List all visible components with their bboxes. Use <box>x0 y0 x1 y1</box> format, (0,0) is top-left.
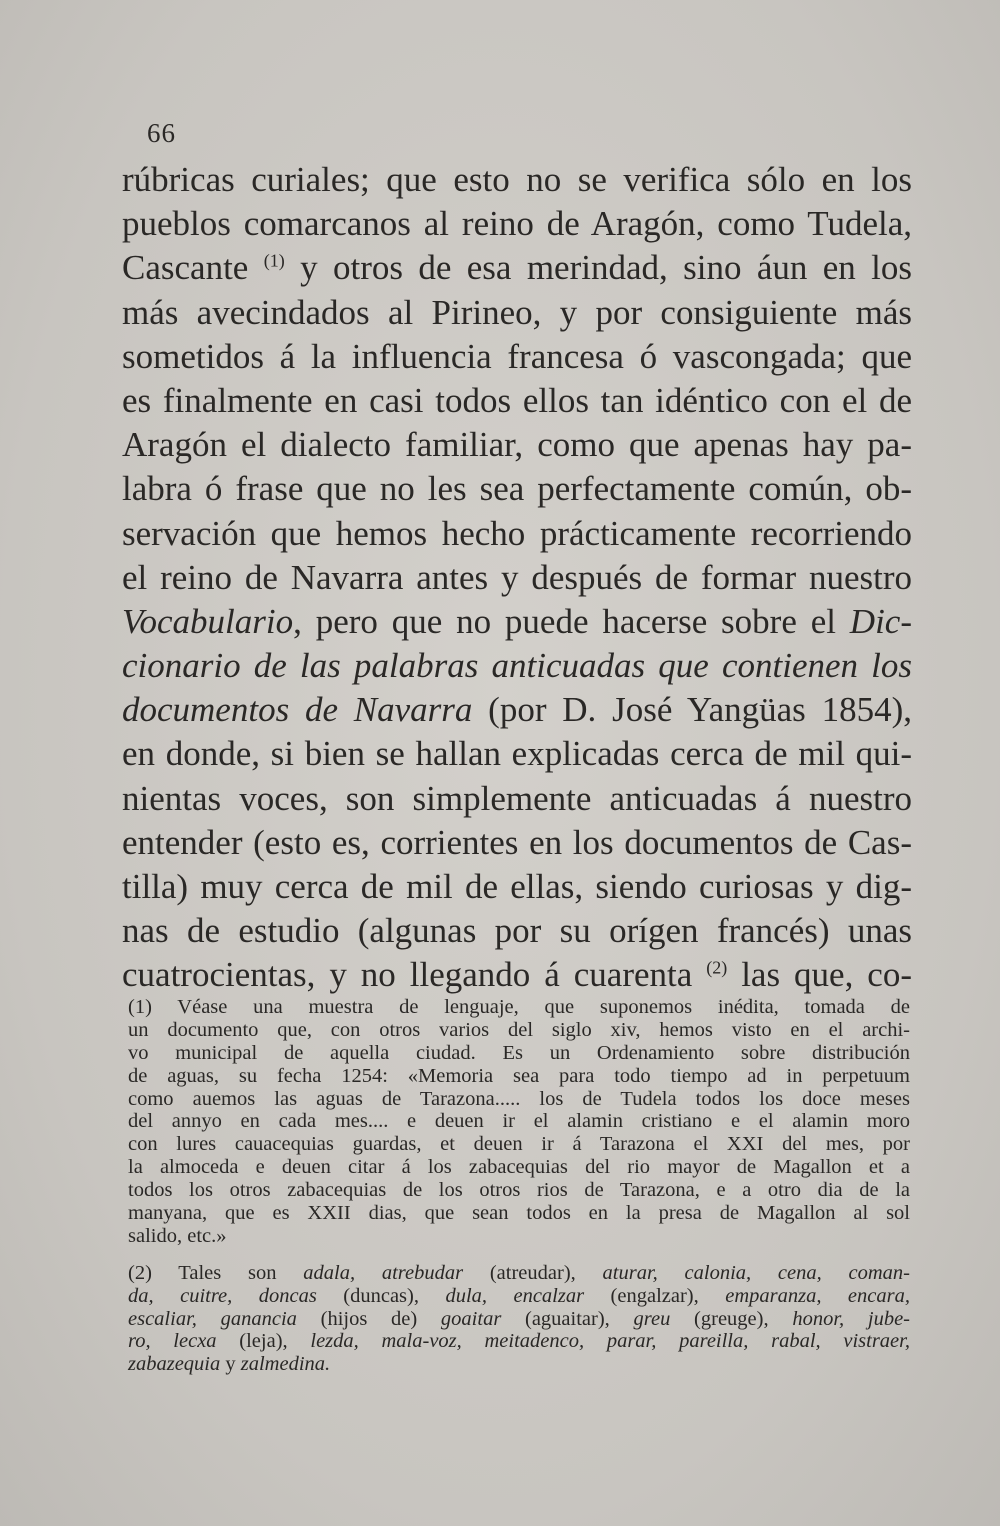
text-segment: con lures cauacequias guardas, et deuen ir á Tarazona el XXI del mes, por <box>128 1133 910 1156</box>
text-segment: pueblos comarcanos al reino de Aragón, como Tudela, <box>122 204 912 244</box>
text-segment: (atreudar), <box>463 1261 603 1284</box>
footnote-line <box>128 1330 910 1353</box>
footnote-line <box>128 1202 910 1225</box>
text-segment: (greuge), <box>670 1307 793 1330</box>
italic-text: lezda, mala-voz, meitadenco, parar, pareilla, rabal, vistraer, <box>310 1330 910 1353</box>
footnote-line <box>128 1065 910 1088</box>
text-line <box>122 600 912 644</box>
text-line <box>122 246 912 290</box>
text-segment: (2) Tales son <box>128 1261 304 1284</box>
main-text <box>122 158 912 998</box>
footnote-line <box>128 996 910 1019</box>
text-line <box>122 379 912 423</box>
text-segment: servación que hemos hecho prácticamente recorriendo <box>122 513 912 553</box>
italic-text: da, cuitre, doncas <box>128 1284 317 1307</box>
text-segment: el reino de Navarra antes y después de formar nuestro <box>122 557 912 597</box>
footnote-line <box>128 1088 910 1111</box>
text-segment: (duncas), <box>316 1284 446 1307</box>
italic-text: zabazequia <box>128 1353 221 1376</box>
text-segment: sometidos á la influencia francesa ó vascongada; que <box>122 336 912 376</box>
footnote-line <box>128 1019 910 1042</box>
footnote-line <box>128 1042 910 1065</box>
text-line <box>122 556 912 600</box>
footnote-line <box>128 1133 910 1156</box>
italic-text: ro, lecxa <box>128 1330 217 1353</box>
footnote-line <box>128 1179 910 1202</box>
text-segment: (1) Véase una muestra de lenguaje, que suponemos inédita, tomada de <box>128 996 910 1018</box>
text-line <box>122 688 912 732</box>
footnote-line <box>128 1308 910 1331</box>
italic-text: emparanza, encara, <box>725 1284 910 1307</box>
text-segment: manyana, que es XXII dias, que sean todos en la presa de Magallon al sol <box>128 1202 910 1225</box>
text-segment: más avecindados al Pirineo, y por consiguiente más <box>122 292 912 332</box>
italic-text: Vocabulario <box>122 601 294 641</box>
italic-text: greu <box>633 1307 671 1330</box>
text-segment: Cascante <box>122 248 264 288</box>
text-segment: (engalzar), <box>584 1284 726 1307</box>
text-segment: labra ó frase que no les sea perfectamente común, ob- <box>122 469 912 509</box>
footnote-line <box>128 1262 910 1285</box>
footnote-line <box>128 1225 910 1248</box>
footnote-line <box>128 1353 910 1376</box>
text-segment: (por D. José Yangüas 1854), <box>472 690 912 730</box>
text-segment: como auemos las aguas de Tarazona..... los de Tudela todos los doce meses <box>128 1087 910 1110</box>
footnote-1 <box>128 996 910 1248</box>
italic-text: dula, encalzar <box>445 1284 585 1307</box>
italic-text: Dic- <box>849 601 912 641</box>
footnote-line <box>128 1156 910 1179</box>
text-segment: nas de estudio (algunas por su orígen francés) unas <box>122 911 912 951</box>
italic-text: aturar, calonia, cena, coman- <box>602 1261 910 1284</box>
text-segment: (hijos de) <box>296 1307 441 1330</box>
text-segment: es finalmente en casi todos ellos tan idéntico con el de <box>122 380 912 420</box>
text-segment: nientas voces, son simplemente anticuadas á nuestro <box>122 778 912 818</box>
text-line <box>122 732 912 776</box>
footnote-line <box>128 1110 910 1133</box>
text-segment: las que, co- <box>727 955 912 995</box>
text-segment: salido, etc.» <box>128 1224 227 1247</box>
text-line <box>122 467 912 511</box>
page-number: 66 <box>147 118 176 148</box>
italic-text: escaliar, ganancia <box>128 1307 297 1330</box>
text-line <box>122 865 912 909</box>
footnote-line <box>128 1285 910 1308</box>
italic-text: adala, atrebudar <box>303 1261 464 1284</box>
footnote-gap <box>128 1248 910 1262</box>
footnote-reference: (2) <box>706 957 728 978</box>
text-line <box>122 777 912 821</box>
text-line <box>122 423 912 467</box>
text-segment: y otros de esa merindad, sino áun en los <box>284 248 913 288</box>
italic-text: documentos de Navarra <box>122 690 473 730</box>
text-segment: tilla) muy cerca de mil de ellas, siendo curiosas y dig- <box>122 867 912 906</box>
text-segment: de aguas, su fecha 1254: «Memoria sea para todo tiempo ad in perpetuum <box>128 1064 910 1087</box>
text-segment: un documento que, con otros varios del siglo xiv, hemos visto en el archi- <box>128 1018 910 1041</box>
text-line <box>122 335 912 379</box>
text-line <box>122 821 912 865</box>
text-line <box>122 512 912 556</box>
footnote-reference: (1) <box>263 250 285 271</box>
text-segment: en donde, si bien se hallan explicadas cerca de mil qui- <box>122 734 912 774</box>
text-line <box>122 158 912 202</box>
footnotes <box>128 996 910 1376</box>
text-segment: , pero que no puede hacerse sobre el <box>293 601 850 641</box>
text-segment: Aragón el dialecto familiar, como que apenas hay pa- <box>122 425 912 465</box>
text-line <box>122 291 912 335</box>
text-line <box>122 644 912 688</box>
italic-text: cionario de las palabras anticuadas que contienen los <box>122 646 912 686</box>
text-segment: rúbricas curiales; que esto no se verifica sólo en los <box>122 160 912 199</box>
footnote-2 <box>128 1262 910 1376</box>
text-line <box>122 202 912 246</box>
text-segment: todos los otros zabacequias de los otros rios de Tarazona, e a otro dia de la <box>128 1179 910 1202</box>
text-segment: del annyo en cada mes.... e deuen ir el alamin cristiano e el alamin moro <box>128 1110 910 1133</box>
text-segment: cuatrocientas, y no llegando á cuarenta <box>122 955 707 995</box>
italic-text: zalmedina. <box>240 1353 331 1376</box>
text-segment: entender (esto es, corrientes en los documentos de Cas- <box>122 822 912 862</box>
text-segment: (aguaitar), <box>501 1307 634 1330</box>
text-segment: y <box>220 1353 241 1376</box>
text-line <box>122 909 912 953</box>
text-line <box>122 953 912 997</box>
italic-text: goaitar <box>440 1307 502 1330</box>
text-segment: la almoceda e deuen citar á los zabacequias del rio mayor de Magallon et a <box>128 1156 910 1179</box>
italic-text: honor, jube- <box>792 1307 910 1330</box>
text-segment: (leja), <box>216 1330 311 1353</box>
text-segment: vo municipal de aquella ciudad. Es un Ordenamiento sobre distribución <box>128 1041 910 1064</box>
